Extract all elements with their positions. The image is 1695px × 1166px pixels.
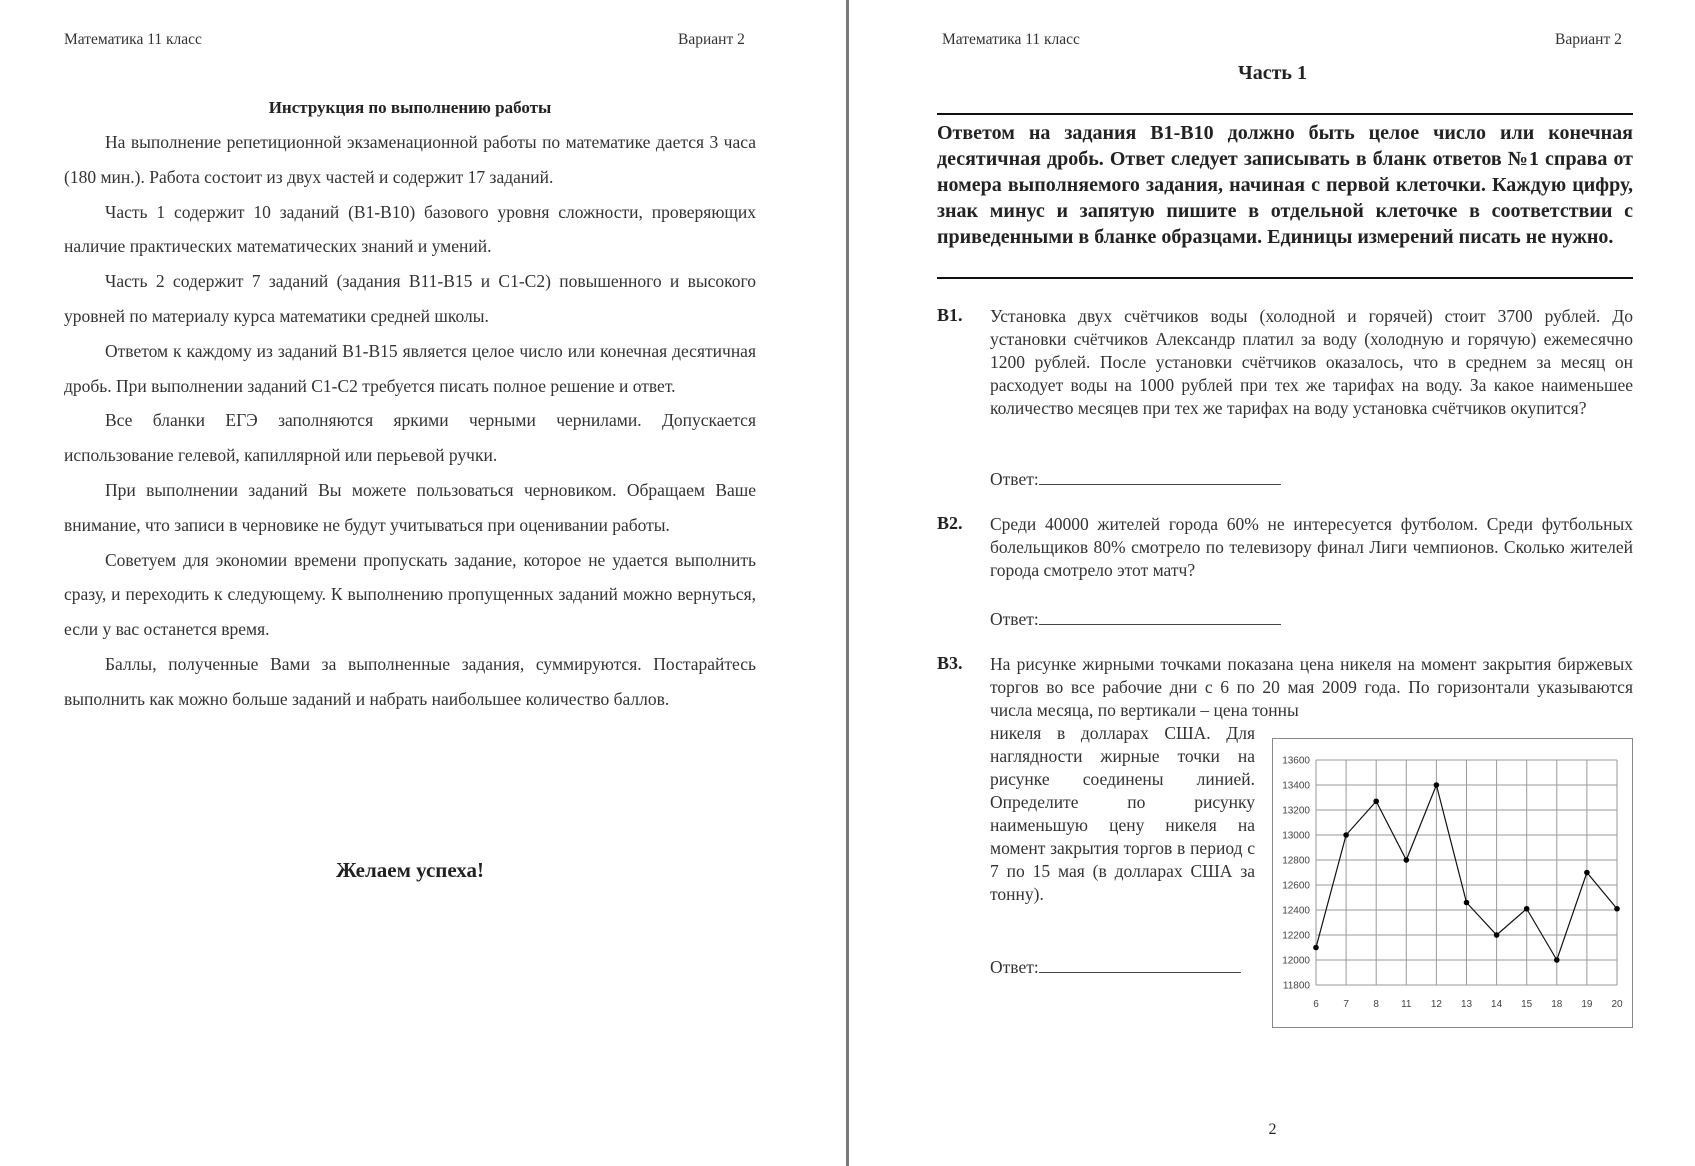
answer-label: Ответ: <box>990 469 1039 489</box>
task-text-b1: Установка двух счётчиков воды (холодной и горячей) стоит 3700 рублей. До установки счётчиков Александр платил за воду (холодную и горячую) ежемесячно 1200 рублей. После установки счётчиков оказалось, что в среднем за месяц он расходует воды на 1000 рублей при тех же тарифах на воду. За какое наименьшее количество месяцев при тех же тарифах на воду установка счётчиков окупится? <box>990 306 1633 418</box>
data-point <box>1494 932 1500 938</box>
y-tick-label: 12000 <box>1282 955 1310 967</box>
data-point <box>1554 957 1560 963</box>
data-point <box>1584 870 1590 876</box>
task-number-b2: B2. <box>937 513 963 533</box>
data-point <box>1434 782 1440 788</box>
x-tick-label: 18 <box>1551 999 1563 1010</box>
instruction-paragraph: На выполнение репетиционной экзаменационной работы по математике дается 3 часа (180 мин.). Работа состоит из двух частей и содержит 17 заданий. <box>64 132 756 187</box>
closing-wish: Желаем успеха! <box>335 858 485 882</box>
page-left <box>0 0 846 1166</box>
y-tick-label: 12600 <box>1282 880 1310 892</box>
instruction-paragraph: При выполнении заданий Вы можете пользоваться черновиком. Обращаем Ваше внимание, что записи в черновике не будут учитываться при оценивании работы. <box>64 479 756 535</box>
y-tick-label: 12400 <box>1282 905 1310 917</box>
page-right <box>850 0 1695 1166</box>
answer-label: Ответ: <box>990 609 1039 629</box>
instructions-body <box>64 125 756 717</box>
y-tick-label: 13600 <box>1282 755 1310 767</box>
task-text-b3-side: никеля в долларах США. Для наглядности жирные точки на рисунке соединены линией. Определите по рисунку наименьшую цену никеля на момент закрытия торгов в период с 7 по 15 мая (в долларах США за тонну). <box>990 723 1255 904</box>
instruction-paragraph: Часть 2 содержит 7 заданий (задания В11-В15 и С1-С2) повышенного и высокого уровней по материалу курса математики средней школы. <box>64 271 756 326</box>
instructions-title: Инструкция по выполнению работы <box>268 98 552 117</box>
nickel-price-chart <box>1272 738 1633 1028</box>
x-tick-label: 8 <box>1373 999 1379 1010</box>
header-subject: Математика 11 класс <box>64 31 202 48</box>
data-point <box>1464 900 1470 906</box>
x-tick-label: 12 <box>1430 999 1442 1010</box>
x-tick-label: 7 <box>1343 999 1349 1010</box>
page-divider <box>846 0 849 1166</box>
header-variant: Вариант 2 <box>678 31 745 48</box>
task-number-b1: B1. <box>937 305 963 325</box>
data-point <box>1313 945 1319 951</box>
answer-label: Ответ: <box>990 957 1039 977</box>
instruction-paragraph: Ответом к каждому из заданий В1-В15 является целое число или конечная десятичная дробь. При выполнении заданий С1-С2 требуется писать полное решение и ответ. <box>64 340 756 396</box>
task-number-b3: B3. <box>937 653 963 673</box>
answer-line-b3[interactable] <box>1039 955 1241 973</box>
data-point <box>1373 798 1379 804</box>
chart-svg <box>1273 739 1632 1027</box>
header-variant: Вариант 2 <box>1555 31 1622 48</box>
data-point <box>1404 857 1410 863</box>
answer-b3 <box>990 955 1241 978</box>
y-tick-label: 12800 <box>1282 855 1310 867</box>
task-text-b3-top: На рисунке жирными точками показана цена никеля на момент закрытия биржевых торгов во все рабочие дни с 6 по 20 мая 2009 года. По горизонтали указываются числа месяца, по вертикали – цена тонны <box>990 654 1633 720</box>
data-point <box>1524 906 1530 912</box>
x-tick-label: 13 <box>1460 999 1473 1010</box>
answer-line-b1[interactable] <box>1039 467 1281 485</box>
x-tick-label: 11 <box>1401 999 1412 1010</box>
instruction-paragraph: Часть 1 содержит 10 заданий (В1-В10) базового уровня сложности, проверяющих наличие практических математических знаний и умений. <box>64 201 756 257</box>
answer-b2 <box>990 607 1281 630</box>
x-tick-label: 6 <box>1313 999 1319 1010</box>
x-tick-label: 20 <box>1611 999 1623 1010</box>
y-tick-label: 13000 <box>1282 830 1310 842</box>
task-text-b2: Среди 40000 жителей города 60% не интересуется футболом. Среди футбольных болельщиков 80% смотрело по телевизору финал Лиги чемпионов. Сколько жителей города смотрело этот матч? <box>990 514 1633 580</box>
answer-b1 <box>990 467 1281 490</box>
x-tick-label: 15 <box>1521 999 1533 1010</box>
answer-rules-text: Ответом на задания В1-В10 должно быть целое число или конечная десятичная дробь. Ответ следует записывать в бланк ответов №1 справа от номера выполняемого задания, начиная с первой клеточки. Каждую цифру, знак минус и запятую пишите в отдельной клеточке в соответствии с приведенными в бланке образцами. Единицы измерений писать не нужно. <box>937 122 1633 248</box>
y-tick-label: 12200 <box>1282 930 1310 942</box>
instruction-paragraph: Баллы, полученные Вами за выполненные задания, суммируются. Постарайтесь выполнить как можно больше заданий и набрать наибольшее количество баллов. <box>64 653 756 709</box>
instruction-paragraph: Советуем для экономии времени пропускать задание, которое не удается выполнить сразу, и переходить к следующему. К выполнению пропущенных заданий можно вернуться, если у вас останется время. <box>64 549 756 640</box>
y-tick-label: 13400 <box>1282 780 1310 792</box>
x-tick-label: 19 <box>1581 999 1593 1010</box>
answer-rules-box <box>937 113 1633 279</box>
header-subject: Математика 11 класс <box>942 31 1080 48</box>
instruction-paragraph: Все бланки ЕГЭ заполняются яркими черными чернилами. Допускается использование гелевой, капиллярной или перьевой ручки. <box>64 410 756 466</box>
page-number: 2 <box>1268 1121 1277 1138</box>
answer-line-b2[interactable] <box>1039 607 1281 625</box>
part-title: Часть 1 <box>1238 62 1307 84</box>
y-tick-label: 13200 <box>1282 805 1310 817</box>
x-tick-label: 14 <box>1491 999 1503 1010</box>
data-point <box>1614 906 1620 912</box>
y-tick-label: 11800 <box>1282 980 1310 992</box>
data-point <box>1343 832 1349 838</box>
